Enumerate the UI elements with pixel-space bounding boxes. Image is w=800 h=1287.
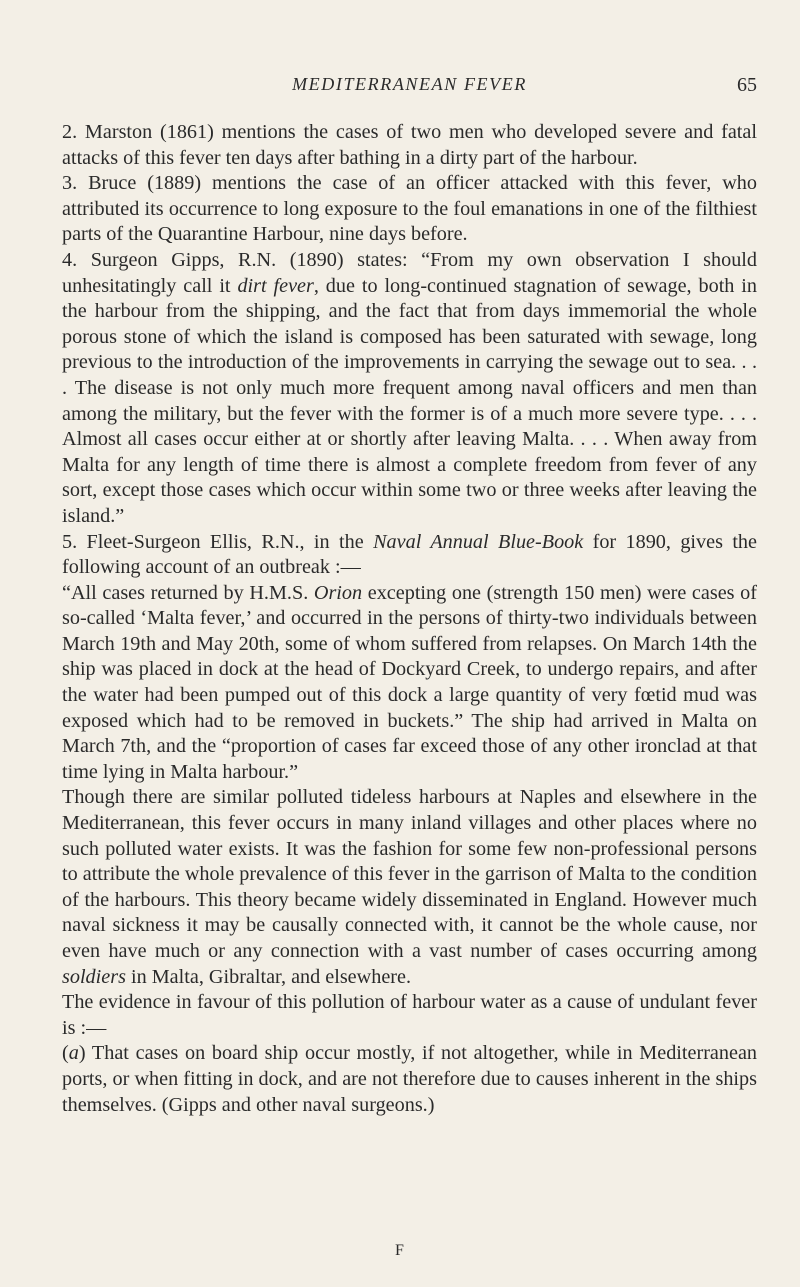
dirt-fever-phrase: dirt fever	[237, 274, 314, 297]
soldiers-word: soldiers	[62, 965, 126, 988]
paragraph-harbours-text-1: Though there are similar polluted tideless harbours at Naples and elsewhere in the Mediterranean, this fever occurs in many inland villages and other places where no such polluted water exists. It was the fashion for some few non-professional persons to attribute the whole prevalence of this fever in the garrison of Malta to the condition of the harbours. This theory became widely disseminated in England. However much naval sickness it may be causally connected with, it cannot be the whole cause, nor even have much or any connection with a vast number of cases occurring among	[62, 786, 757, 962]
paragraph-harbours	[62, 785, 757, 990]
list-marker-a: a	[68, 1042, 79, 1065]
paragraph-gipps-text-2: , due to long-continued stagnation of sewage, both in the harbour from the shipping, and the fact that from days immemorial the whole porous stone of which the island is composed has been saturated with sewage, long previous to the introduction of the improvements in carrying the sewage out to sea. . . . The disease is not only much more frequent among naval officers and men than among the military, but the fever with the former is of a much more severe type. . . . Almost all cases occur either at or shortly after leaving Malta. . . . When away from Malta for any length of time there is almost a complete freedom from fever of any sort, except those cases which occur within some two or three weeks after leaving the island.”	[62, 274, 757, 527]
running-head: MEDITERRANEAN FEVER	[292, 74, 527, 94]
body-text	[62, 120, 757, 1118]
paragraph-gipps-text-1: 4. Surgeon Gipps, R.N. (1890) states: “From my own observation I should unhesitatingly call it	[62, 248, 757, 297]
paragraph-orion-quote	[62, 581, 757, 786]
paragraph-marston: 2. Marston (1861) mentions the cases of two men who developed severe and fatal attacks of this fever ten days after bathing in a dirty part of the harbour.	[62, 121, 757, 169]
paragraph-harbours-text-2: in Malta, Gibraltar, and elsewhere.	[125, 965, 412, 988]
page-header	[62, 74, 757, 98]
paragraph-orion-text-2: excepting one (strength 150 men) were cases of so-called ‘Malta fever,’ and occurred in the persons of thirty-two individuals between March 19th and May 20th, some of whom suffered from relapses. On March 14th the ship was placed in dock at the head of Dockyard Creek, to undergo repairs, and after the water had been pumped out of this dock a large quantity of very fœtid mud was exposed which had to be removed in buckets.” The ship had arrived in Malta on March 7th, and the “proportion of cases far exceed those of any other ironclad at that time lying in Malta harbour.”	[62, 581, 757, 783]
signature-mark: F	[395, 1242, 405, 1259]
page-number: 65	[737, 74, 757, 96]
paragraph-a-open: (	[62, 1042, 69, 1065]
paragraph-ellis	[62, 530, 757, 581]
paragraph-evidence: The evidence in favour of this pollution of harbour water as a cause of undulant fever is :—	[62, 991, 757, 1039]
paragraph-orion-text-1: “All cases returned by H.M.S.	[62, 581, 314, 604]
paragraph-evidence-a	[62, 1041, 757, 1118]
ship-name-orion: Orion	[313, 581, 363, 604]
paragraph-ellis-text-2: for 1890, gives the following account of an outbreak :—	[62, 530, 757, 579]
paragraph-bruce: 3. Bruce (1889) mentions the case of an officer attacked with this fever, who attributed its occurrence to long exposure to the foul emanations in one of the filthiest parts of the Quarantine Harbour, nine days before.	[62, 172, 757, 246]
blue-book-title: Naval Annual Blue-Book	[373, 530, 584, 553]
paragraph-gipps	[62, 248, 757, 530]
paragraph-ellis-text-1: 5. Fleet-Surgeon Ellis, R.N., in the	[62, 530, 374, 553]
paragraph-a-text: ) That cases on board ship occur mostly, if not altogether, while in Mediterranean ports, or when fitting in dock, and are not therefore due to causes inherent in the ships themselves. (Gipps and other naval surgeons.)	[62, 1042, 757, 1116]
